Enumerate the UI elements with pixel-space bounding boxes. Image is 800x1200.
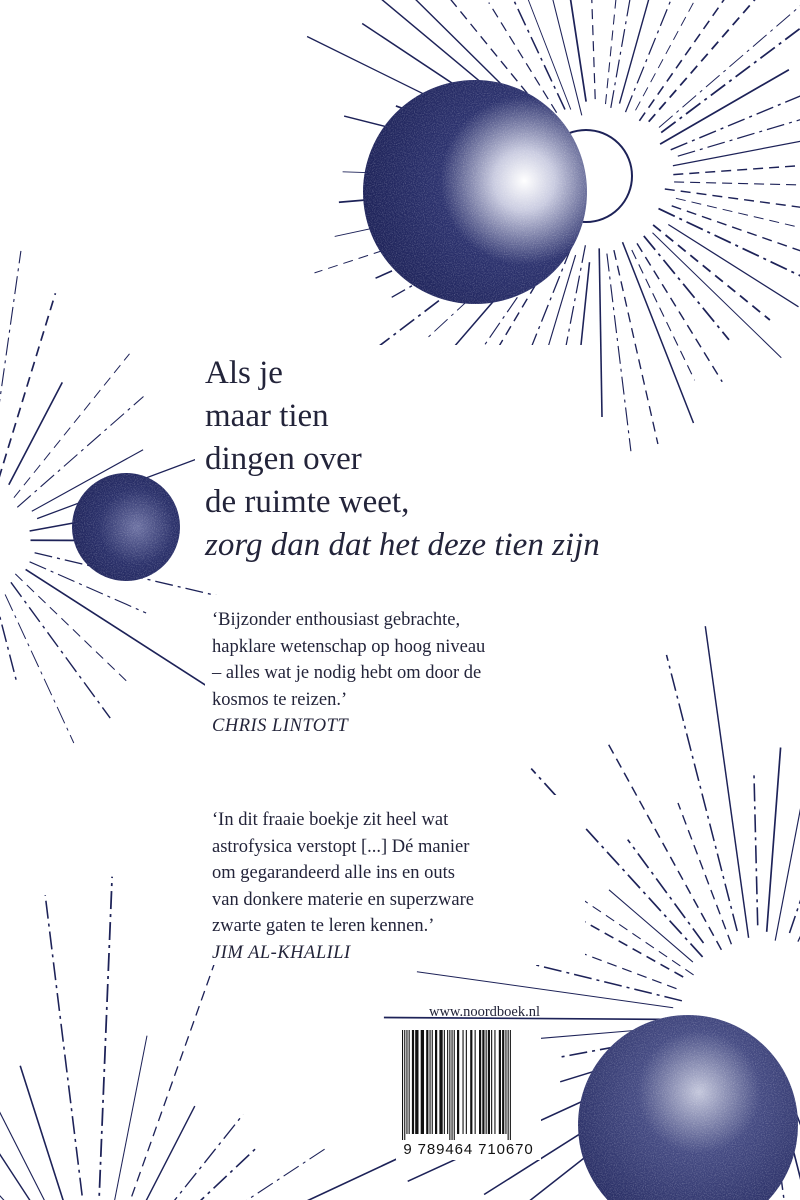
quote-author: CHRIS LINTOTT [212,716,349,736]
barcode-bar [415,1030,418,1134]
sunburst-ray [665,189,800,226]
barcode-bar [510,1030,511,1140]
barcode-bar [432,1030,433,1134]
barcode-bar [430,1030,431,1134]
barcode-bar [470,1030,472,1134]
sunburst-ray [26,569,225,697]
sunburst-ray [0,293,55,478]
sunburst-ray [754,775,758,926]
quote-line: om gegarandeerd alle ins en outs [212,863,455,883]
barcode-bar [505,1030,506,1134]
sunburst-ray [20,1066,74,1200]
sunburst-ray [674,182,800,185]
barcode-bar [406,1030,407,1134]
quote-line: astrofysica verstopt [...] Dé manier [212,836,470,857]
sunburst-ray [607,742,721,950]
sunburst-ray [154,1149,325,1200]
sunburst-ray [659,1,800,128]
sunburst-ray [0,1002,43,1200]
barcode-bar [444,1030,445,1134]
sunburst-ray [767,748,781,932]
sunburst-ray [560,0,586,102]
quote-line: ‘Bijzonder enthousiast gebrachte, [212,610,461,630]
quote-line: van donkere materie en superzware [212,889,474,910]
headline-line: dingen over [205,441,362,477]
sunburst-ray [590,0,595,99]
sunburst-ray [0,595,17,683]
sunburst-ray [671,85,800,150]
planet-bottom [578,1015,798,1200]
sunburst-ray [11,582,110,718]
sunburst-ray [606,0,619,104]
sunburst-ray [775,802,800,940]
barcode-bar [409,1030,410,1134]
barcode-bar [449,1030,450,1140]
barcode-bar [412,1030,414,1134]
sunburst-ray [130,1106,195,1200]
barcode-bar [454,1030,455,1140]
sunburst-ray [0,1038,38,1200]
sunburst-ray [790,675,800,933]
sunburst-ray [644,236,729,340]
barcode-bar [502,1030,504,1134]
quote-line: kosmos te reizen.’ [212,689,348,710]
publisher-url: www.noordboek.nl [428,1004,540,1020]
sunburst-ray [653,233,782,358]
sunburst-ray [146,1147,258,1200]
quote-line: hapklare wetenschap op hoog niveau [212,636,486,657]
barcode-bar [499,1030,501,1134]
sunburst-ray [678,803,731,944]
barcode-bar [491,1030,492,1134]
sunburst-ray [672,206,800,255]
barcode-bar [447,1030,448,1134]
sunburst-ray [0,944,54,1200]
sunburst-ray [536,0,582,115]
sunburst-ray [0,251,21,478]
review-quote [212,607,582,740]
barcode-bar [404,1030,405,1140]
quote-line: ‘In dit fraaie boekje zit heel wat [212,810,449,830]
headline [205,352,625,567]
quote-line: – alles wat je nodig hebt om door de [212,663,482,683]
sunburst-ray [146,1114,243,1200]
barcode-bar [463,1030,464,1134]
sunburst-ray [581,899,693,975]
barcode-bar [426,1030,428,1134]
sunburst-ray [660,70,789,144]
headline-line: Als je [205,355,283,391]
sunburst-ray [653,225,770,320]
barcode-bar [421,1030,424,1134]
isbn-number: 9 789464 710670 [396,1141,541,1158]
review-quote [212,807,582,966]
sunburst-ray [632,250,695,380]
sunburst-ray [111,1036,147,1200]
sunburst-ray [628,840,704,943]
sunburst-ray [626,0,686,112]
barcode-bar [452,1030,453,1140]
barcode-bar [435,1030,437,1134]
barcode-bar [479,1030,481,1134]
sunburst-ray [649,0,800,122]
sunburst-ray [45,895,86,1200]
barcode-bar [508,1030,509,1140]
barcode-bar [494,1030,495,1134]
barcode-bar [486,1030,487,1134]
planet-small [72,473,180,581]
barcode-bar [457,1030,459,1134]
sunburst-ray [5,594,74,743]
barcode-bar [488,1030,490,1134]
sunburst-ray [667,655,738,931]
barcode-bar [466,1030,467,1134]
barcode-bar [482,1030,484,1134]
barcode-bar [475,1030,476,1134]
sunburst-ray [639,0,732,121]
headline-line: de ruimte weet, [205,484,410,520]
barcode-bar [439,1030,442,1134]
headline-emphasis: zorg dan dat het deze tien zijn [205,527,600,563]
sunburst-ray [611,0,648,108]
sunburst-ray [9,382,63,484]
planet-large [363,80,587,304]
barcode-bar [402,1030,403,1140]
quote-author: JIM AL-KHALILI [212,942,351,963]
sunburst-ray [98,877,112,1200]
headline-line: maar tien [205,398,329,434]
quote-line: zwarte gaten te leren kennen.’ [212,916,435,936]
